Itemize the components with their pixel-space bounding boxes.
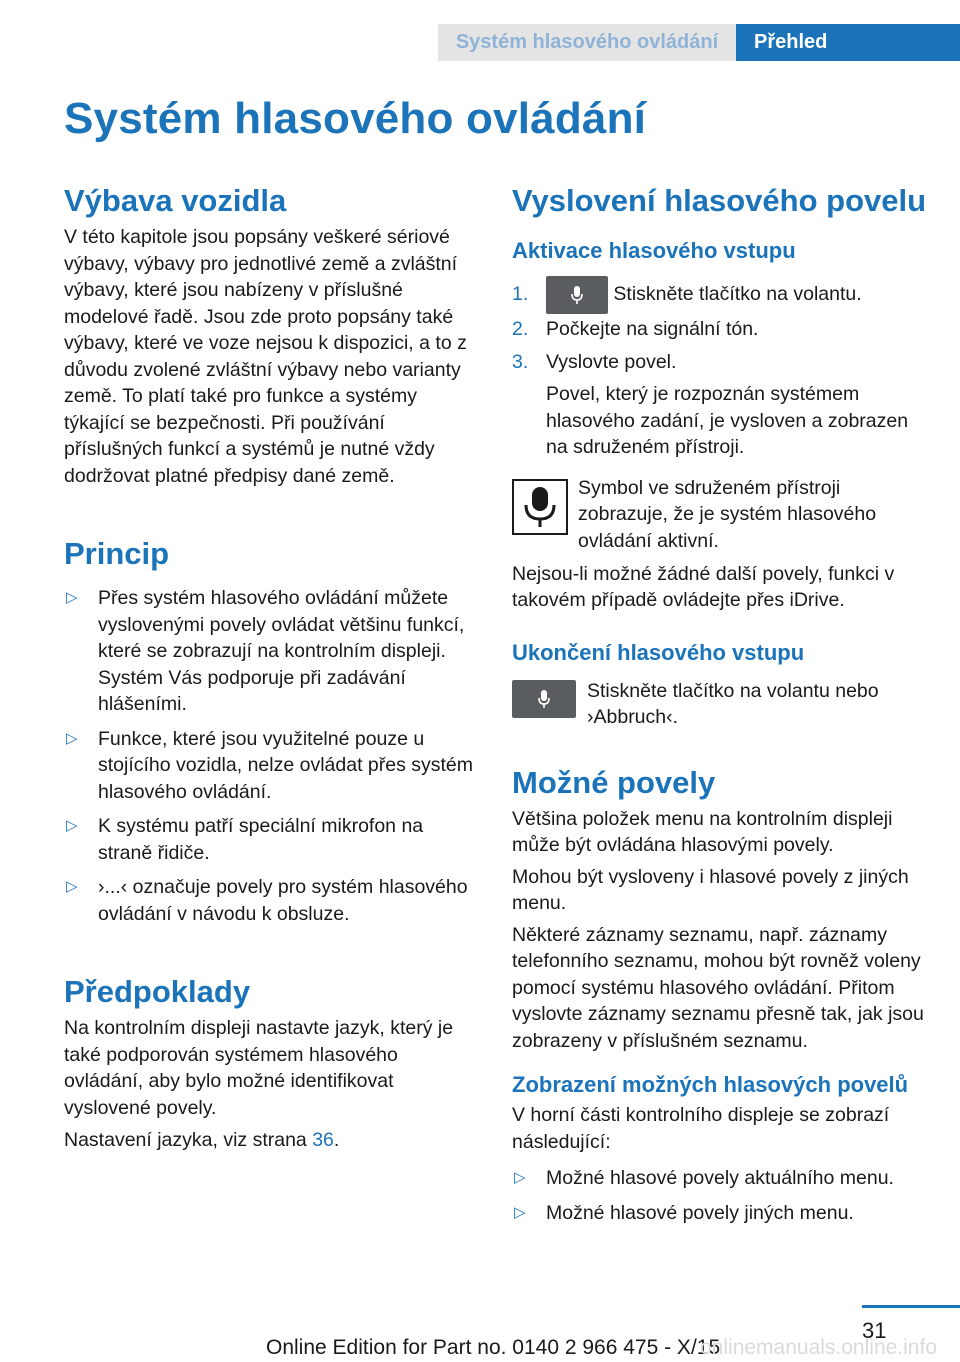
subheading-display: Zobrazení možných hlasových povelů <box>512 1072 909 1097</box>
triangle-bullet-icon: ▷ <box>66 817 78 834</box>
symbol-note: Symbol ve sdruženém přístroji zobrazuje, že je systém hlasového ovládání aktivní. <box>512 475 932 557</box>
subheading-activation: Aktivace hlasového vstupu <box>512 238 796 263</box>
triangle-bullet-icon: ▷ <box>514 1203 526 1221</box>
no-more-commands: Nejsou-li možné žádné další povely, funkci v takovém případě ovládejte přes iDrive. <box>512 562 895 611</box>
section-heading-requirements: Předpoklady <box>64 974 251 1009</box>
triangle-bullet-icon: ▷ <box>514 1169 526 1186</box>
section-heading-principle: Princip <box>64 536 170 571</box>
section-heading-equipment: Výbava vozidla <box>64 183 287 218</box>
triangle-bullet-icon: ▷ <box>66 589 78 606</box>
end-note: Stiskněte tlačítko na volantu nebo ›Abbruch‹. <box>512 678 932 738</box>
page-header <box>438 24 960 61</box>
list-item: ▷ ›...‹ označuje povely pro systém hlasového ovládání v návodu k obsluze. <box>66 876 468 925</box>
commands-p2: Mohou být vysloveny i hlasové povely z jiných menu. <box>512 865 909 914</box>
triangle-bullet-icon: ▷ <box>66 878 78 895</box>
steering-mic-button-icon <box>512 680 576 718</box>
equipment-text: V této kapitole jsou popsány veškeré sériové výbavy, výbavy pro jednotlivé země a zvláštní výbavy, které jsou nabízeny v příslušné modelové řadě. Jsou zde proto popsány také výbavy, které ve voze nejsou k dispozici, a to z důvodu zvolené zvláštní výbavy nebo varianty země. To platí také pro funkce a systémy týkající se bezpečnosti. Při používání příslušných funkcí a systémů je nutné vždy dodržovat platné předpisy dané země. <box>64 226 467 487</box>
step-detail: Povel, který je rozpoznán systémem hlasového zadání, je vysloven a zobrazen na sdruženém přístroji. <box>546 383 909 458</box>
list-item: ▷ Možné hlasové povely aktuálního menu. <box>512 1165 932 1192</box>
page-link[interactable]: 36 <box>312 1129 334 1151</box>
subheading-end: Ukončení hlasového vstupu <box>512 639 805 665</box>
edition-footer: Online Edition for Part no. 0140 2 966 475 - X/15 <box>266 1336 721 1359</box>
page-title: Systém hlasového ovládání <box>64 94 647 143</box>
list-item: ▷ Možné hlasové povely jiných menu. <box>512 1200 932 1227</box>
steering-mic-button-icon <box>546 276 608 314</box>
display-text: V horní části kontrolního displeje se zobrazí následující: <box>512 1104 890 1153</box>
step-item: 2. Počkejte na signální tón. <box>512 318 759 340</box>
list-item: ▷ Funkce, které jsou využitelné pouze u stojícího vozidla, nelze ovládat přes systém hlasového ovládání. <box>66 727 474 803</box>
requirements-text: Na kontrolním displeji nastavte jazyk, který je také podporován systémem hlasového ovládání, aby bylo možné identifikovat vyslovené povely. <box>64 1017 454 1119</box>
left-column <box>64 180 480 1154</box>
step-item: 1. Stiskněte tlačítko na volantu. <box>512 274 932 314</box>
list-item: ▷ Přes systém hlasového ovládání můžete vyslovenými povely ovládat většinu funkcí, které se zobrazují na kontrolním displeji. Systém Vás podporuje při zadávání hlášeními. <box>66 587 465 715</box>
triangle-bullet-icon: ▷ <box>66 729 78 747</box>
list-item: ▷ K systému patří speciální mikrofon na straně řidiče. <box>66 815 424 864</box>
commands-p1: Většina položek menu na kontrolním displeji může být ovládána hlasovými povely. <box>512 807 893 856</box>
section-heading-possible-commands: Možné povely <box>512 764 716 800</box>
commands-p3: Některé záznamy seznamu, např. záznamy telefonního seznamu, mohou být rovněž voleny pomocí systému hlasového ovládání. Přitom vyslovte záznamy seznamu přesně tak, jak jsou zobrazeny v příslušném seznamu. <box>512 923 924 1052</box>
page-number: 31 <box>862 1318 887 1343</box>
footer-rule <box>862 1305 960 1308</box>
watermark: onlinemanuals.online.info <box>700 1336 937 1359</box>
display-list <box>512 1165 932 1226</box>
language-reference: Nastavení jazyka, viz strana 36. <box>64 1129 340 1151</box>
section-heading-voice-command: Vyslovení hlasového povelu <box>512 183 927 218</box>
microphone-symbol-icon <box>512 479 568 535</box>
header-section-title: Systém hlasového ovládání <box>438 24 736 61</box>
principle-list <box>64 585 480 927</box>
step-item: 3. Vyslovte povel. Povel, který je rozpoznán systémem hlasového zadání, je vysloven a zobrazen na sdruženém přístroji. <box>512 349 932 461</box>
right-column <box>512 180 932 1234</box>
activation-steps <box>512 274 932 461</box>
header-tab: Přehled <box>736 24 960 61</box>
